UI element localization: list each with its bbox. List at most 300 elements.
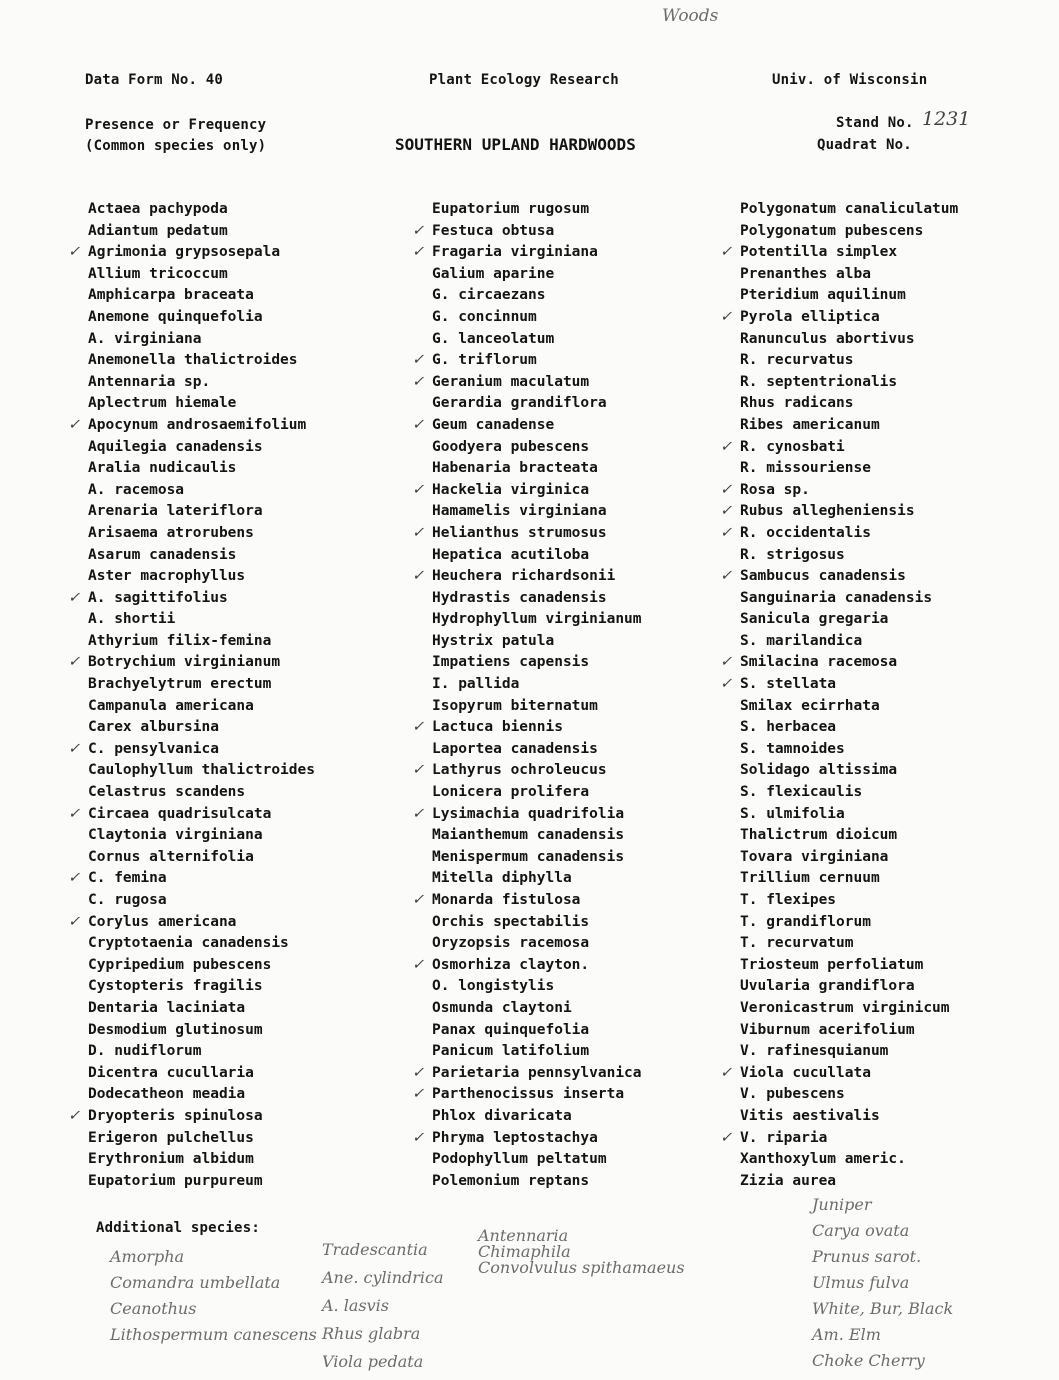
species-name: Maianthemum canadensis <box>432 827 625 844</box>
species-name: Aplectrum hiemale <box>88 395 237 412</box>
species-name: Hydrastis canadensis <box>432 589 607 606</box>
species-row <box>432 1084 642 1106</box>
species-name: Oryzopsis racemosa <box>432 935 590 952</box>
species-name: Actaea pachypoda <box>88 201 228 217</box>
species-row <box>740 242 958 264</box>
species-row <box>88 847 315 869</box>
species-name: Cryptotaenia canadensis <box>88 935 289 952</box>
species-name: Osmunda claytoni <box>432 999 572 1016</box>
species-row <box>88 1041 315 1063</box>
check-mark-icon <box>68 242 88 264</box>
species-row <box>432 393 642 415</box>
species-row <box>432 717 642 739</box>
check-mark-icon <box>68 1106 88 1128</box>
species-row <box>432 264 642 286</box>
species-name: Menispermum canadensis <box>432 848 625 865</box>
species-row <box>88 242 315 264</box>
species-row <box>88 1128 315 1150</box>
species-name: S. ulmifolia <box>740 805 845 822</box>
species-row <box>740 609 958 631</box>
species-row <box>432 890 642 912</box>
check-mark-icon <box>412 890 432 912</box>
species-row <box>88 609 315 631</box>
species-row <box>88 782 315 804</box>
species-row <box>88 804 315 826</box>
species-row <box>88 566 315 588</box>
species-name: Veronicastrum virginicum <box>740 999 950 1016</box>
species-row <box>88 307 315 329</box>
species-row <box>432 847 642 869</box>
species-row <box>740 1128 958 1150</box>
handwritten-species-entry: Choke Cherry <box>812 1351 925 1370</box>
species-row <box>88 480 315 502</box>
species-name: Panicum latifolium <box>432 1043 590 1060</box>
species-column-1 <box>88 199 315 1192</box>
species-name: Hepatica acutiloba <box>432 546 590 563</box>
species-name: Polygonatum pubescens <box>740 222 924 239</box>
species-row <box>88 415 315 437</box>
check-mark-icon <box>412 242 432 264</box>
handwritten-species-3 <box>478 1228 685 1276</box>
species-row <box>740 545 958 567</box>
species-row <box>88 501 315 523</box>
species-column-2 <box>432 199 642 1192</box>
species-name: S. marilandica <box>740 632 863 649</box>
species-row <box>432 652 642 674</box>
species-name: Pteridium aquilinum <box>740 287 906 304</box>
species-name: Dentaria laciniata <box>88 999 246 1016</box>
species-name: Dryopteris spinulosa <box>88 1107 263 1124</box>
species-name: G. lanceolatum <box>432 330 555 347</box>
species-name: Brachyelytrum erectum <box>88 676 272 693</box>
check-mark-icon <box>412 372 432 394</box>
species-row <box>88 998 315 1020</box>
species-row <box>432 415 642 437</box>
species-row <box>432 609 642 631</box>
handwritten-species-1 <box>110 1244 317 1348</box>
handwritten-species-entry: Ane. cylindrica <box>322 1268 444 1287</box>
species-column-3 <box>740 199 958 1192</box>
species-name: Hamamelis virginiana <box>432 503 607 520</box>
check-mark-icon <box>412 717 432 739</box>
species-name: Ranunculus abortivus <box>740 330 915 347</box>
species-row <box>740 1041 958 1063</box>
check-mark-icon <box>720 523 740 545</box>
species-row <box>88 1106 315 1128</box>
species-row <box>740 480 958 502</box>
species-name: Parietaria pennsylvanica <box>432 1064 642 1081</box>
species-name: R. cynosbati <box>740 438 845 455</box>
species-name: Gerardia grandiflora <box>432 395 607 412</box>
species-row <box>432 955 642 977</box>
check-mark-icon <box>412 480 432 502</box>
species-row <box>740 998 958 1020</box>
species-row <box>432 868 642 890</box>
species-name: Osmorhiza clayton. <box>432 956 590 973</box>
species-row <box>740 285 958 307</box>
species-name: C. rugosa <box>88 892 167 908</box>
species-row <box>740 717 958 739</box>
species-row <box>88 545 315 567</box>
species-name: Geum canadense <box>432 416 555 433</box>
species-row <box>432 998 642 1020</box>
species-name: Helianthus strumosus <box>432 524 607 541</box>
presence-line-2: (Common species only) <box>85 138 267 154</box>
species-row <box>432 1149 642 1171</box>
check-mark-icon <box>412 415 432 437</box>
handwritten-species-entry: Carya ovata <box>812 1221 910 1240</box>
form-number: Data Form No. 40 <box>85 72 224 88</box>
handwritten-species-entry: Convolvulus spithamaeus <box>478 1258 685 1277</box>
species-row <box>432 1106 642 1128</box>
check-mark-icon <box>68 868 88 890</box>
handwritten-species-entry: Ulmus fulva <box>812 1273 910 1292</box>
species-name: Eupatorium rugosum <box>432 201 590 217</box>
species-name: Orchis spectabilis <box>432 913 590 930</box>
organization: Plant Ecology Research <box>429 72 619 88</box>
species-name: Xanthoxylum americ. <box>740 1151 906 1168</box>
species-name: Podophyllum peltatum <box>432 1151 607 1168</box>
species-row <box>432 1171 642 1193</box>
species-row <box>740 1084 958 1106</box>
species-name: Carex albursina <box>88 719 219 736</box>
species-row <box>88 976 315 998</box>
species-name: Rosa sp. <box>740 481 810 498</box>
species-row <box>740 1171 958 1193</box>
species-name: Geranium maculatum <box>432 373 590 390</box>
species-row <box>88 1171 315 1193</box>
species-name: R. occidentalis <box>740 524 871 541</box>
check-mark-icon <box>412 1128 432 1150</box>
species-name: D. nudiflorum <box>88 1043 202 1060</box>
species-name: Botrychium virginianum <box>88 654 281 671</box>
handwritten-species-entry: Comandra umbellata <box>110 1273 281 1292</box>
species-row <box>432 976 642 998</box>
species-row <box>740 501 958 523</box>
check-mark-icon <box>720 437 740 459</box>
species-row <box>88 825 315 847</box>
handwritten-species-entry: Am. Elm <box>812 1325 881 1344</box>
species-name: Goodyera pubescens <box>432 438 590 455</box>
species-row <box>432 566 642 588</box>
check-mark-icon <box>720 674 740 696</box>
check-mark-icon <box>720 1063 740 1085</box>
species-name: S. flexicaulis <box>740 784 863 801</box>
species-name: Habenaria bracteata <box>432 460 598 477</box>
species-row <box>88 760 315 782</box>
species-name: R. missouriense <box>740 460 871 477</box>
species-name: Monarda fistulosa <box>432 892 581 908</box>
species-name: Corylus americana <box>88 913 237 930</box>
species-row <box>88 523 315 545</box>
species-row <box>88 868 315 890</box>
handwritten-species-entry: A. lasvis <box>322 1296 389 1315</box>
species-row <box>740 372 958 394</box>
species-row <box>432 372 642 394</box>
species-row <box>432 696 642 718</box>
species-name: Rubus allegheniensis <box>740 503 915 520</box>
quadrat-label: Quadrat No. <box>817 137 912 153</box>
species-row <box>740 588 958 610</box>
species-row <box>432 480 642 502</box>
species-row <box>740 955 958 977</box>
check-mark-icon <box>720 566 740 588</box>
species-row <box>432 329 642 351</box>
species-name: Solidago altissima <box>740 762 898 779</box>
species-name: Desmodium glutinosum <box>88 1021 263 1038</box>
check-mark-icon <box>68 588 88 610</box>
species-name: Festuca obtusa <box>432 222 555 239</box>
species-row <box>88 393 315 415</box>
species-name: Apocynum androsaemifolium <box>88 416 307 433</box>
species-row <box>740 307 958 329</box>
species-name: Vitis aestivalis <box>740 1107 880 1124</box>
check-mark-icon <box>68 652 88 674</box>
species-name: O. longistylis <box>432 978 555 995</box>
species-name: Polygonatum canaliculatum <box>740 201 959 217</box>
species-row <box>88 458 315 480</box>
species-name: Celastrus scandens <box>88 784 246 801</box>
species-row <box>432 350 642 372</box>
species-name: Agrimonia grypsosepala <box>88 244 281 261</box>
species-row <box>432 307 642 329</box>
species-name: Laportea canadensis <box>432 740 598 757</box>
species-name: Erigeron pulchellus <box>88 1129 254 1146</box>
species-row <box>432 285 642 307</box>
handwritten-species-entry: Rhus glabra <box>322 1324 421 1343</box>
species-name: Anemone quinquefolia <box>88 308 263 325</box>
species-name: Sambucus canadensis <box>740 568 906 585</box>
species-name: Rhus radicans <box>740 395 854 412</box>
handwritten-species-entry: Tradescantia <box>322 1240 428 1259</box>
species-row <box>88 199 315 221</box>
check-mark-icon <box>720 480 740 502</box>
species-name: Lathyrus ochroleucus <box>432 762 607 779</box>
check-mark-icon <box>68 804 88 826</box>
species-row <box>88 631 315 653</box>
species-row <box>432 523 642 545</box>
species-row <box>432 221 642 243</box>
check-mark-icon <box>412 523 432 545</box>
species-row <box>740 933 958 955</box>
species-row <box>432 458 642 480</box>
corner-note: Woods <box>662 6 719 26</box>
species-row <box>88 890 315 912</box>
species-name: C. pensylvanica <box>88 740 219 757</box>
species-row <box>740 329 958 351</box>
species-name: Thalictrum dioicum <box>740 827 898 844</box>
species-row <box>88 955 315 977</box>
species-row <box>432 242 642 264</box>
check-mark-icon <box>68 415 88 437</box>
check-mark-icon <box>68 912 88 934</box>
species-name: T. recurvatum <box>740 935 854 952</box>
species-name: Pyrola elliptica <box>740 308 880 325</box>
species-name: Hydrophyllum virginianum <box>432 611 642 628</box>
species-row <box>740 652 958 674</box>
check-mark-icon <box>412 566 432 588</box>
handwritten-species-entry: Juniper <box>812 1195 872 1214</box>
species-row <box>88 1149 315 1171</box>
species-name: Potentilla simplex <box>740 244 898 261</box>
species-row <box>740 221 958 243</box>
species-name: Anemonella thalictroides <box>88 352 298 369</box>
species-row <box>88 1063 315 1085</box>
species-name: Viburnum acerifolium <box>740 1021 915 1038</box>
check-mark-icon <box>412 804 432 826</box>
species-row <box>740 674 958 696</box>
species-name: T. flexipes <box>740 892 837 908</box>
species-name: Eupatorium purpureum <box>88 1172 263 1189</box>
species-name: Tovara virginiana <box>740 848 889 865</box>
species-name: Phlox divaricata <box>432 1107 572 1124</box>
species-name: Prenanthes alba <box>740 265 871 282</box>
species-name: Athyrium filix-femina <box>88 632 272 649</box>
species-name: Asarum canadensis <box>88 546 237 563</box>
species-row <box>740 825 958 847</box>
species-row <box>432 825 642 847</box>
species-row <box>88 329 315 351</box>
species-row <box>740 782 958 804</box>
handwritten-species-entry: Prunus sarot. <box>812 1247 922 1266</box>
species-name: Ribes americanum <box>740 416 880 433</box>
handwritten-species-2 <box>322 1236 444 1376</box>
species-name: C. femina <box>88 870 167 887</box>
species-name: Claytonia virginiana <box>88 827 263 844</box>
species-row <box>88 717 315 739</box>
species-row <box>740 868 958 890</box>
handwritten-species-entry: Viola pedata <box>322 1352 424 1371</box>
check-mark-icon <box>412 760 432 782</box>
check-mark-icon <box>412 350 432 372</box>
species-row <box>740 458 958 480</box>
species-row <box>432 1041 642 1063</box>
species-name: V. pubescens <box>740 1086 845 1103</box>
species-row <box>88 350 315 372</box>
species-name: Impatiens capensis <box>432 654 590 671</box>
species-name: Zizia aurea <box>740 1172 837 1189</box>
species-name: Campanula americana <box>88 697 254 714</box>
handwritten-species-entry: Antennaria <box>478 1226 569 1245</box>
handwritten-species-entry: Lithospermum canescens <box>110 1325 317 1344</box>
species-name: Cystopteris fragilis <box>88 978 263 995</box>
check-mark-icon <box>412 955 432 977</box>
species-row <box>88 652 315 674</box>
species-row <box>740 1149 958 1171</box>
species-name: Allium tricoccum <box>88 265 228 282</box>
species-name: Antennaria sp. <box>88 373 211 390</box>
species-row <box>740 696 958 718</box>
species-name: Dicentra cucullaria <box>88 1064 254 1081</box>
species-name: S. tamnoides <box>740 740 845 757</box>
species-name: Amphicarpa braceata <box>88 287 254 304</box>
stand-value: 1231 <box>922 108 971 130</box>
species-name: G. concinnum <box>432 308 537 325</box>
presence-line-1: Presence or Frequency <box>85 117 267 133</box>
species-row <box>740 804 958 826</box>
species-row <box>432 912 642 934</box>
species-name: Circaea quadrisulcata <box>88 805 272 822</box>
species-row <box>432 631 642 653</box>
species-row <box>88 588 315 610</box>
species-name: Cornus alternifolia <box>88 848 254 865</box>
species-name: Phryma leptostachya <box>432 1129 598 1146</box>
species-row <box>88 372 315 394</box>
species-row <box>432 545 642 567</box>
species-name: Arenaria lateriflora <box>88 503 263 520</box>
species-name: Fragaria virginiana <box>432 244 598 261</box>
species-row <box>740 976 958 998</box>
species-name: V. riparia <box>740 1129 828 1146</box>
species-name: Lactuca biennis <box>432 719 563 736</box>
species-row <box>740 350 958 372</box>
species-name: Panax quinquefolia <box>432 1021 590 1038</box>
species-name: S. stellata <box>740 676 837 693</box>
species-name: T. grandiflorum <box>740 913 871 930</box>
handwritten-species-entry: Amorpha <box>110 1247 185 1266</box>
species-name: Dodecatheon meadia <box>88 1086 246 1103</box>
species-row <box>740 199 958 221</box>
species-row <box>740 890 958 912</box>
species-row <box>740 739 958 761</box>
species-row <box>432 804 642 826</box>
species-row <box>740 1020 958 1042</box>
species-name: A. virginiana <box>88 330 202 347</box>
species-name: Galium aparine <box>432 265 555 282</box>
species-name: Lonicera prolifera <box>432 784 590 801</box>
species-row <box>432 933 642 955</box>
species-name: Sanguinaria canadensis <box>740 589 933 606</box>
species-row <box>432 1063 642 1085</box>
species-row <box>740 1063 958 1085</box>
species-row <box>432 674 642 696</box>
handwritten-species-entry: White, Bur, Black <box>812 1299 954 1318</box>
check-mark-icon <box>720 1128 740 1150</box>
species-name: Isopyrum biternatum <box>432 697 598 714</box>
species-name: G. triflorum <box>432 352 537 369</box>
species-name: Cypripedium pubescens <box>88 956 272 973</box>
handwritten-species-4 <box>812 1192 953 1374</box>
page-title: SOUTHERN UPLAND HARDWOODS <box>395 135 636 154</box>
species-name: Trillium cernuum <box>740 870 880 887</box>
species-row <box>88 933 315 955</box>
species-row <box>740 847 958 869</box>
species-name: Heuchera richardsonii <box>432 568 616 585</box>
species-row <box>88 674 315 696</box>
species-name: Caulophyllum thalictroides <box>88 762 315 779</box>
species-row <box>88 739 315 761</box>
additional-species-label: Additional species: <box>96 1220 260 1236</box>
species-row <box>432 1128 642 1150</box>
species-name: A. racemosa <box>88 481 185 498</box>
check-mark-icon <box>68 739 88 761</box>
species-row <box>740 415 958 437</box>
species-row <box>740 1106 958 1128</box>
species-row <box>88 1020 315 1042</box>
handwritten-species-entry: Ceanothus <box>110 1299 197 1318</box>
check-mark-icon <box>720 501 740 523</box>
species-name: A. sagittifolius <box>88 589 228 606</box>
handwritten-species-entry: Chimaphila <box>478 1242 571 1261</box>
species-name: R. recurvatus <box>740 352 854 369</box>
species-row <box>740 264 958 286</box>
check-mark-icon <box>412 1063 432 1085</box>
species-name: Erythronium albidum <box>88 1151 254 1168</box>
species-name: Hackelia virginica <box>432 481 590 498</box>
species-name: Parthenocissus inserta <box>432 1086 625 1103</box>
species-name: Sanicula gregaria <box>740 611 889 628</box>
species-name: Polemonium reptans <box>432 1172 590 1189</box>
